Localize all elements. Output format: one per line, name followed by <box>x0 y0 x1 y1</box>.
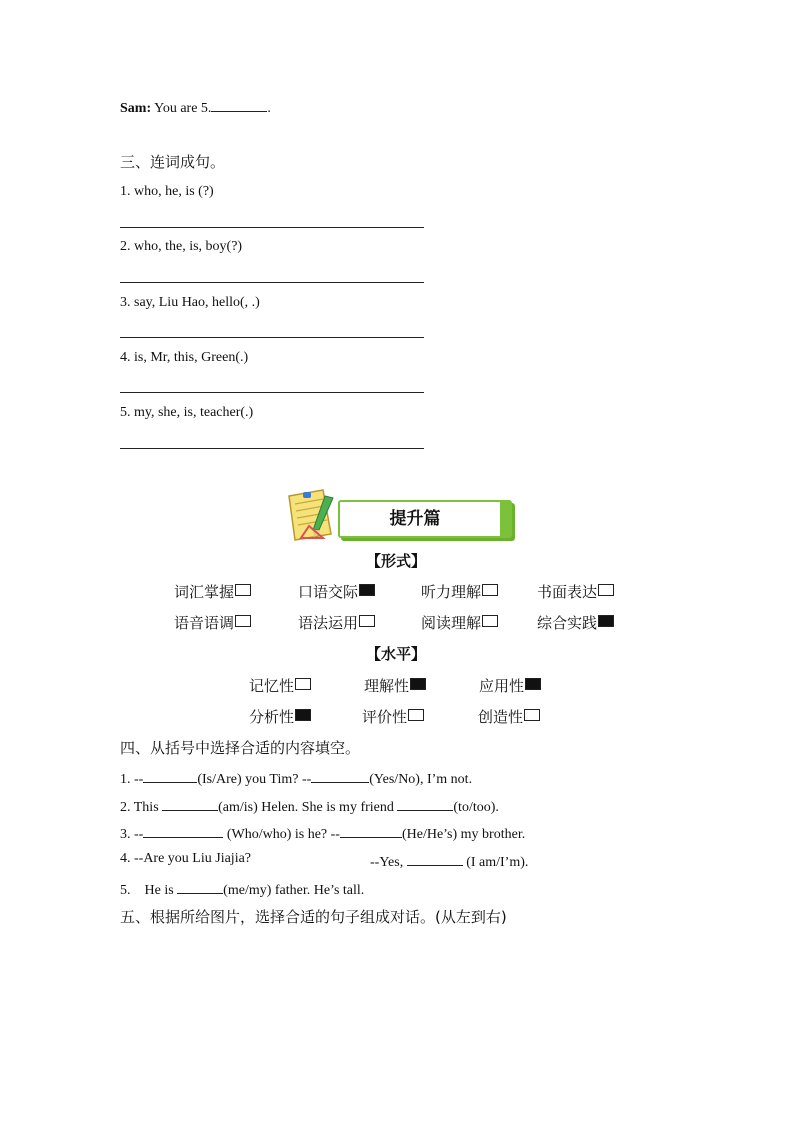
section3-title: 三、连词成句。 <box>120 153 226 171</box>
q-text: (me/my) father. He’s tall. <box>223 883 365 898</box>
form-item-label: 口语交际 <box>298 583 359 601</box>
form-item-grammar <box>298 612 375 633</box>
checkbox-filled[interactable] <box>295 709 311 721</box>
section4-question-4 <box>120 851 251 867</box>
form-item-vocab <box>174 581 251 602</box>
sam-text: You are 5. <box>154 101 212 116</box>
section3-item-3: 3. say, Liu Hao, hello(, .) <box>120 295 260 310</box>
answer-blank[interactable] <box>143 823 223 838</box>
level-item-analysis <box>249 706 311 727</box>
answer-line-4[interactable] <box>120 392 424 393</box>
section4-question-3 <box>120 823 525 843</box>
q-text: 1. -- <box>120 772 144 787</box>
level-item-creativity <box>478 706 540 727</box>
form-item-label: 语音语调 <box>174 614 235 632</box>
notepad-pencil-icon <box>283 486 343 542</box>
checkbox-empty[interactable] <box>598 584 614 596</box>
form-item-label: 书面表达 <box>537 583 598 601</box>
section3-item-2: 2. who, the, is, boy(?) <box>120 239 243 254</box>
form-item-label: 阅读理解 <box>421 614 482 632</box>
checkbox-empty[interactable] <box>295 678 311 690</box>
checkbox-empty[interactable] <box>482 615 498 627</box>
section-banner <box>338 500 512 538</box>
section4-title: 四、从括号中选择合适的内容填空。 <box>120 739 361 757</box>
checkbox-empty[interactable] <box>359 615 375 627</box>
form-item-pronunciation <box>174 612 251 633</box>
answer-blank[interactable] <box>143 768 197 783</box>
checkbox-empty[interactable] <box>235 615 251 627</box>
level-item-label: 应用性 <box>479 677 525 695</box>
q-text: (Is/Are) you Tim? -- <box>197 772 312 787</box>
checkbox-filled[interactable] <box>410 678 426 690</box>
q-text: (am/is) Helen. She is my friend <box>218 800 398 815</box>
level-item-memory <box>249 675 311 696</box>
section4-question-2 <box>120 796 499 816</box>
q-text: (I am/I’m). <box>462 855 529 870</box>
period: . <box>267 101 271 116</box>
form-item-practice <box>537 612 614 633</box>
q-text: --Yes, <box>370 855 407 870</box>
sam-line <box>120 97 271 117</box>
q-text: 3. -- <box>120 827 144 842</box>
answer-blank[interactable] <box>311 768 369 783</box>
q-text: (Who/who) is he? -- <box>223 827 340 842</box>
level-item-application <box>479 675 541 696</box>
section4-question-5 <box>120 879 364 899</box>
answer-blank[interactable] <box>340 823 402 838</box>
answer-line-5[interactable] <box>120 448 424 449</box>
q-text: (to/too). <box>453 800 499 815</box>
level-item-evaluation <box>362 706 424 727</box>
level-item-understanding <box>364 675 426 696</box>
answer-blank[interactable] <box>162 796 218 811</box>
q-text: 2. This <box>120 800 163 815</box>
form-item-listening <box>421 581 498 602</box>
section4-question-4-answer <box>370 851 528 871</box>
checkbox-filled[interactable] <box>598 615 614 627</box>
level-item-label: 创造性 <box>478 708 524 726</box>
checkbox-empty[interactable] <box>482 584 498 596</box>
section3-item-1: 1. who, he, is (?) <box>120 184 214 199</box>
form-item-label: 词汇掌握 <box>174 583 235 601</box>
section4-question-1 <box>120 768 472 788</box>
q-text: 4. --Are you Liu Jiajia? <box>120 851 252 866</box>
answer-line-1[interactable] <box>120 227 424 228</box>
answer-line-3[interactable] <box>120 337 424 338</box>
banner-tab <box>500 502 510 536</box>
level-item-label: 分析性 <box>249 708 295 726</box>
answer-blank[interactable] <box>397 796 453 811</box>
speaker-label: Sam: <box>120 101 152 116</box>
level-item-label: 理解性 <box>364 677 410 695</box>
form-item-writing <box>537 581 614 602</box>
form-heading: 【形式】 <box>366 552 427 570</box>
form-item-speaking <box>298 581 375 602</box>
level-heading: 【水平】 <box>366 645 427 663</box>
answer-line-2[interactable] <box>120 282 424 283</box>
form-item-label: 听力理解 <box>421 583 482 601</box>
banner-title: 提升篇 <box>389 509 441 529</box>
checkbox-filled[interactable] <box>359 584 375 596</box>
form-item-reading <box>421 612 498 633</box>
checkbox-empty[interactable] <box>524 709 540 721</box>
answer-blank[interactable] <box>211 97 267 112</box>
form-item-label: 语法运用 <box>298 614 359 632</box>
level-item-label: 记忆性 <box>249 677 295 695</box>
form-item-label: 综合实践 <box>537 614 598 632</box>
q-text: (Yes/No), I’m not. <box>369 772 473 787</box>
checkbox-empty[interactable] <box>408 709 424 721</box>
section5-title: 五、根据所给图片，选择合适的句子组成对话。(从左到右) <box>120 908 507 926</box>
answer-blank[interactable] <box>407 851 463 866</box>
checkbox-filled[interactable] <box>525 678 541 690</box>
section3-item-5: 5. my, she, is, teacher(.) <box>120 405 254 420</box>
answer-blank[interactable] <box>177 879 223 894</box>
level-item-label: 评价性 <box>362 708 408 726</box>
checkbox-empty[interactable] <box>235 584 251 596</box>
q-text: (He/He’s) my brother. <box>401 827 526 842</box>
q-text: 5. He is <box>120 883 178 898</box>
section3-item-4: 4. is, Mr, this, Green(.) <box>120 350 249 365</box>
